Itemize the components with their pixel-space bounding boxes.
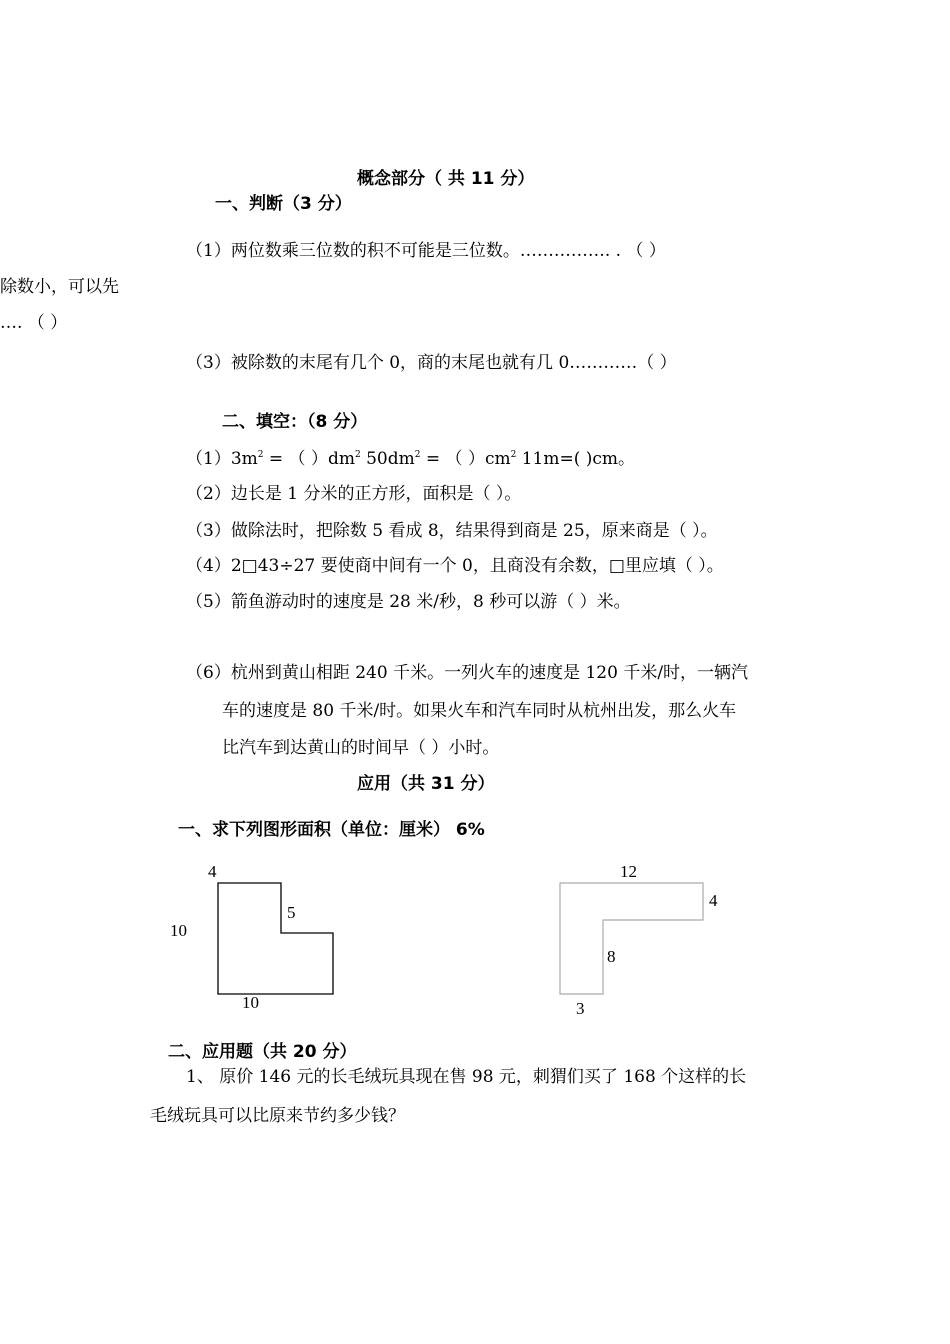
fill-q4: （4）2□43÷27 要使商中间有一个 0，且商没有余数，□里应填（ ）。 xyxy=(186,556,724,576)
judge-q2-line1: 除数小，可以先 xyxy=(0,277,119,297)
figure1-side-label: 10 xyxy=(170,921,187,940)
fill-q3: （3）做除法时，把除数 5 看成 8，结果得到商是 25，原来商是（ ）。 xyxy=(186,521,718,541)
judge-q2-line2: …. （ ） xyxy=(0,313,68,333)
figure2-top-label: 12 xyxy=(620,862,637,881)
fill-heading: 二、填空：（8 分） xyxy=(222,412,368,432)
figure1-shape xyxy=(218,883,333,994)
problem1-line1: 1、 原价 146 元的长毛绒玩具现在售 98 元，刺猬们买了 168 个这样的长 xyxy=(186,1067,747,1087)
concept-title: 概念部分（ 共 11 分） xyxy=(357,169,535,189)
area-heading: 一、求下列图形面积（单位：厘米） 6% xyxy=(178,820,485,840)
problems-heading: 二、应用题（共 20 分） xyxy=(168,1042,357,1062)
judge-q1: （1）两位数乘三位数的积不可能是三位数。……………. . （ ） xyxy=(186,241,666,261)
problem1-line2: 毛绒玩具可以比原来节约多少钱？ xyxy=(150,1106,405,1126)
fill-q6-line2: 车的速度是 80 千米/时。如果火车和汽车同时从杭州出发，那么火车 xyxy=(222,701,737,721)
fill-q2: （2）边长是 1 分米的正方形，面积是（ ）。 xyxy=(186,484,522,504)
figure2-right-label: 4 xyxy=(709,891,718,910)
judge-q3: （3）被除数的末尾有几个 0，商的末尾也就有几 0…………（ ） xyxy=(186,353,677,373)
figure1-bottom-label: 10 xyxy=(242,993,259,1012)
fill-q6-line1: （6）杭州到黄山相距 240 千米。一列火车的速度是 120 千米/时，一辆汽 xyxy=(186,663,749,683)
fill-q5: （5）箭鱼游动时的速度是 28 米/秒，8 秒可以游（ ）米。 xyxy=(186,592,631,612)
figure2-inner-label: 8 xyxy=(607,947,616,966)
fill-q6-line3: 比汽车到达黄山的时间早（ ）小时。 xyxy=(222,738,500,758)
application-title: 应用（共 31 分） xyxy=(357,774,495,794)
fill-q1: $(1)3m^2$ = （ ）$dm^2$ $50dm^2$ = （ ）$cm^2$ 11m=( )cm。 xyxy=(186,449,636,469)
figure2-bottom-label: 3 xyxy=(576,999,585,1018)
figure1-top-label: 4 xyxy=(208,862,217,881)
figure1-step-label: 5 xyxy=(287,903,296,922)
figure2-shape xyxy=(560,883,703,994)
judge-heading: 一、判断（3 分） xyxy=(215,194,352,214)
